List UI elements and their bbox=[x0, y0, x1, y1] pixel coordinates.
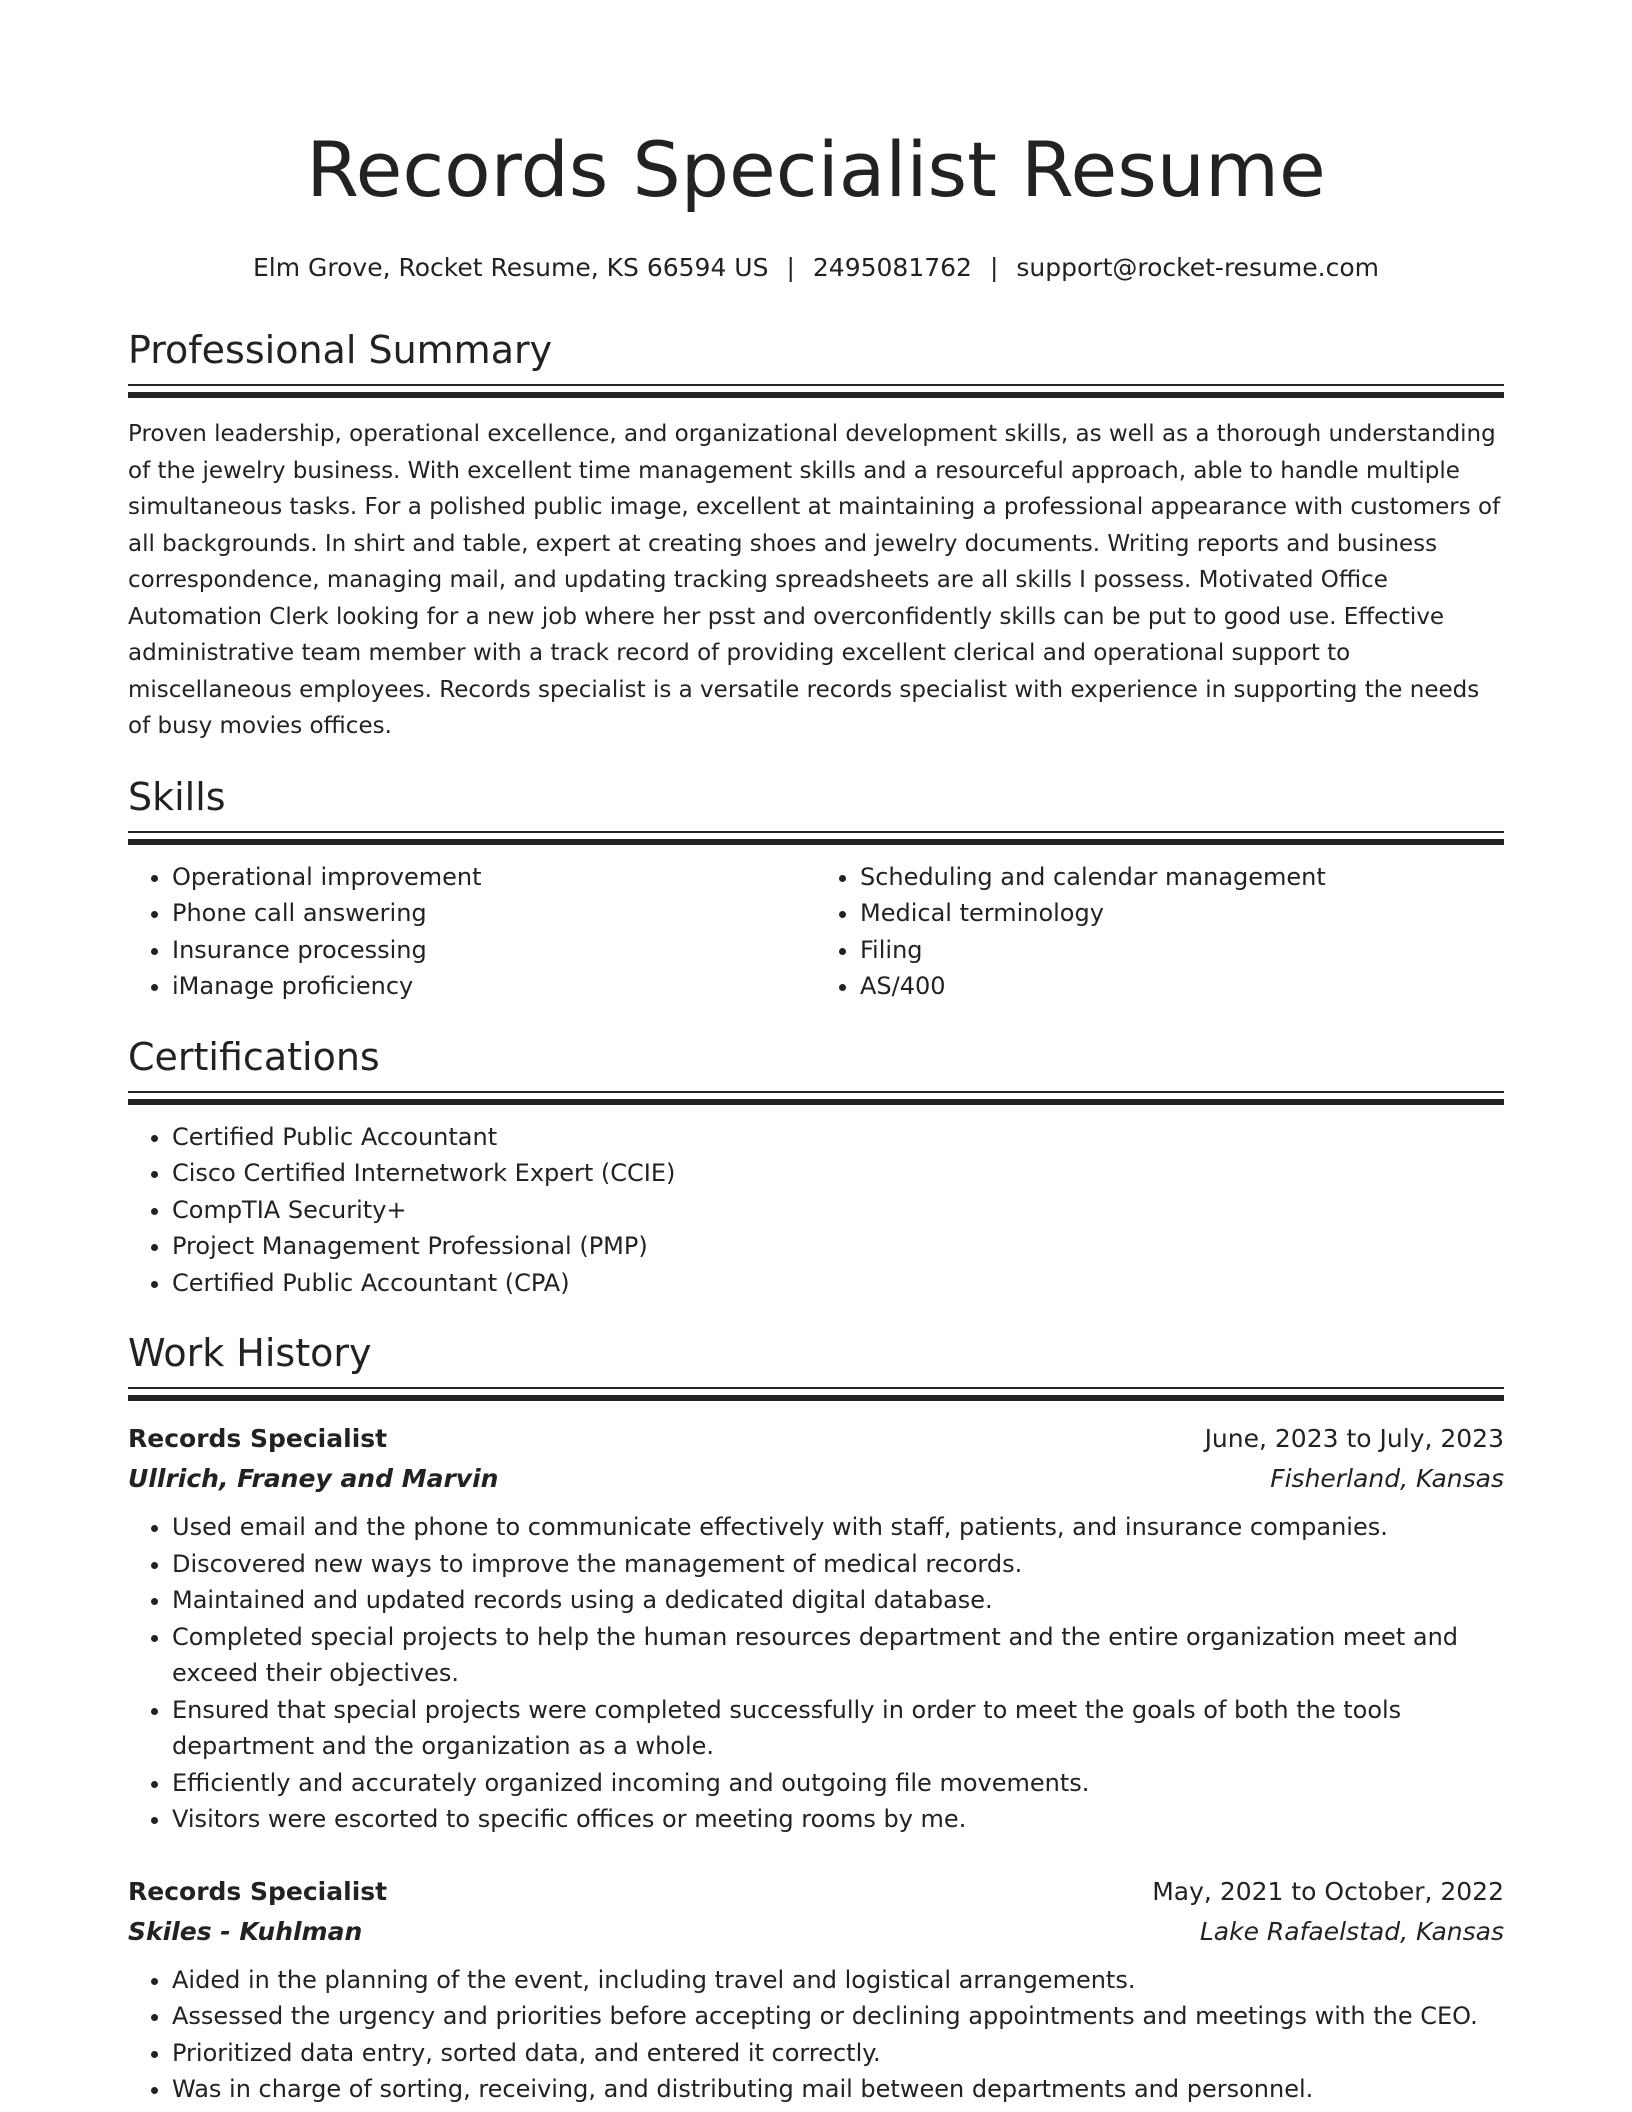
job-header-row bbox=[128, 1872, 1504, 1912]
certifications-list bbox=[128, 1119, 1504, 1302]
job-company: Skiles - Kuhlman bbox=[128, 1916, 363, 1946]
job-location: Lake Rafaelstad, Kansas bbox=[1199, 1916, 1504, 1946]
list-item: • Efficiently and accurately organized incoming and outgoing file movements. bbox=[172, 1765, 1504, 1802]
professional-summary-section bbox=[128, 326, 1504, 745]
list-item: • Insurance processing bbox=[172, 932, 816, 969]
job-company: Ullrich, Franey and Marvin bbox=[128, 1464, 499, 1493]
job-company-row bbox=[128, 1912, 1504, 1952]
skills-list-right bbox=[816, 859, 1504, 1005]
list-item: • Scheduling and calendar management bbox=[860, 859, 1504, 896]
job-location: Fisherland, Kansas bbox=[1270, 1464, 1504, 1493]
list-item: • Filing bbox=[860, 932, 1504, 969]
job-title: Records Specialist bbox=[128, 1876, 388, 1906]
job-header-row bbox=[128, 1419, 1504, 1459]
job-dates: May, 2021 to October, 2022 bbox=[1152, 1876, 1504, 1906]
contact-email: support@rocket-resume.com bbox=[1016, 253, 1380, 282]
list-item: • Project Management Professional (PMP) bbox=[172, 1228, 1504, 1265]
list-item: • Phone call answering bbox=[172, 895, 816, 932]
list-item: • Aided in the planning of the event, including travel and logistical arrangements. bbox=[172, 1962, 1504, 1999]
section-divider bbox=[128, 831, 1504, 845]
list-item: • Prioritized data entry, sorted data, and entered it correctly. bbox=[172, 2035, 1504, 2072]
skills-list-left bbox=[128, 859, 816, 1005]
skills-section bbox=[128, 773, 1504, 1005]
job-bullets bbox=[128, 1962, 1504, 2108]
list-item: • Cisco Certified Internetwork Expert (CCIE) bbox=[172, 1155, 1504, 1192]
list-item: • Completed special projects to help the human resources department and the entire organization meet and exceed their objectives. bbox=[172, 1619, 1504, 1692]
contact-separator: | bbox=[989, 253, 999, 282]
list-item: • Was in charge of sorting, receiving, and distributing mail between departments and personnel. bbox=[172, 2071, 1504, 2108]
list-item: • Visitors were escorted to specific offices or meeting rooms by me. bbox=[172, 1801, 1504, 1838]
list-item: • Discovered new ways to improve the management of medical records. bbox=[172, 1546, 1504, 1583]
list-item: • Operational improvement bbox=[172, 859, 816, 896]
job-entry bbox=[128, 1419, 1504, 1838]
list-item: • Used email and the phone to communicate effectively with staff, patients, and insurance companies. bbox=[172, 1509, 1504, 1546]
work-history-section bbox=[128, 1329, 1504, 2108]
skills-grid bbox=[128, 859, 1504, 1005]
section-heading-certifications: Certifications bbox=[128, 1034, 380, 1079]
contact-address: Elm Grove, Rocket Resume, KS 66594 US bbox=[252, 253, 769, 282]
list-item: • AS/400 bbox=[860, 968, 1504, 1005]
job-dates: June, 2023 to July, 2023 bbox=[1204, 1424, 1504, 1453]
list-item: • Assessed the urgency and priorities before accepting or declining appointments and meetings with the CEO. bbox=[172, 1998, 1504, 2035]
list-item: • Ensured that special projects were completed successfully in order to meet the goals of both the tools department and the organization as a whole. bbox=[172, 1692, 1504, 1765]
section-heading-skills: Skills bbox=[128, 774, 226, 819]
section-heading-work-history: Work History bbox=[128, 1331, 372, 1375]
section-divider bbox=[128, 1091, 1504, 1105]
list-item: • Maintained and updated records using a dedicated digital database. bbox=[172, 1582, 1504, 1619]
job-title: Records Specialist bbox=[128, 1424, 388, 1453]
certifications-section bbox=[128, 1033, 1504, 1302]
page-title: Records Specialist Resume bbox=[306, 125, 1326, 214]
section-divider bbox=[128, 1387, 1504, 1401]
list-item: • Medical terminology bbox=[860, 895, 1504, 932]
job-company-row bbox=[128, 1459, 1504, 1499]
summary-text: Proven leadership, operational excellence, and organizational development skills, as well as a thorough understanding of the jewelry business. With excellent time management skills and a resourceful approach, able to handle multiple simultaneous tasks. For a polished public image, excellent at maintaining a professional appearance with customers of all backgrounds. In shirt and table, expert at creating shoes and jewelry documents. Writing reports and business correspondence, managing mail, and updating tracking spreadsheets are all skills I possess. Motivated Office Automation Clerk looking for a new job where her psst and overconfidently skills can be put to good use. Effective administrative team member with a track record of providing excellent clerical and operational support to miscellaneous employees. Records specialist is a versatile records specialist with experience in supporting the needs of busy movies offices. bbox=[128, 421, 1501, 739]
list-item: • CompTIA Security+ bbox=[172, 1192, 1504, 1229]
contact-separator: | bbox=[786, 253, 795, 282]
job-bullets bbox=[128, 1509, 1504, 1838]
section-divider bbox=[128, 384, 1504, 398]
list-item: • iManage proficiency bbox=[172, 968, 816, 1005]
job-entry bbox=[128, 1872, 1504, 2108]
list-item: • Certified Public Accountant (CPA) bbox=[172, 1265, 1504, 1302]
contact-phone: 2495081762 bbox=[812, 253, 972, 282]
list-item: • Certified Public Accountant bbox=[172, 1119, 1504, 1156]
contact-line bbox=[128, 252, 1504, 284]
section-heading-summary: Professional Summary bbox=[128, 328, 553, 372]
